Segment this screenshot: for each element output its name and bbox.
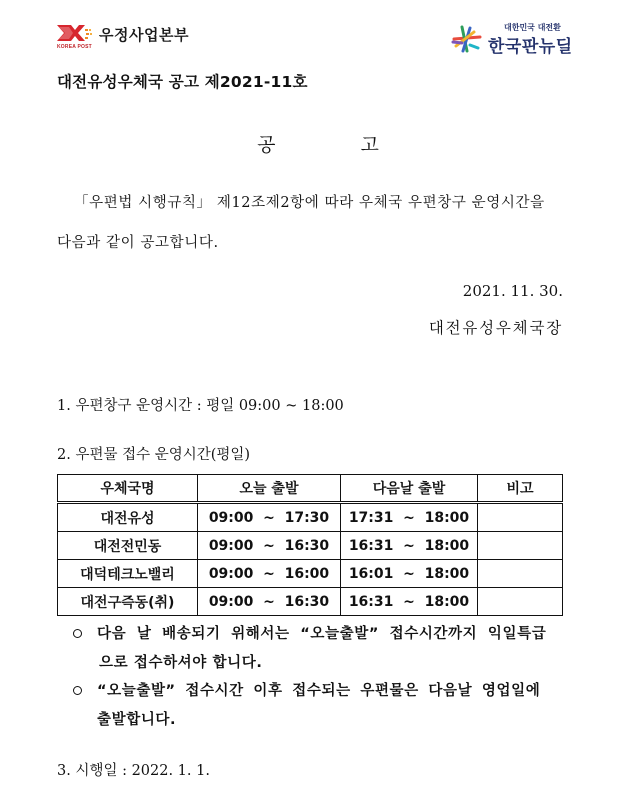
- table-row: [58, 560, 563, 588]
- header-today-departure: 오늘 출발: [198, 475, 341, 503]
- remarks: [478, 532, 563, 560]
- next-day-hours: 16:01 ~ 18:00: [341, 560, 478, 588]
- next-day-hours: 17:31 ~ 18:00: [341, 503, 478, 532]
- table-row: [58, 588, 563, 616]
- korea-post-name: 우정사업본부: [99, 26, 189, 44]
- office-name: 대전유성: [58, 503, 198, 532]
- today-hours: 09:00 ~ 16:00: [198, 560, 341, 588]
- title-char-2: 고: [360, 134, 379, 156]
- korean-new-deal-logo-icon: [450, 24, 482, 54]
- office-name: 대전전민동: [58, 532, 198, 560]
- table-row: [58, 532, 563, 560]
- note-2-line-2: 출발합니다.: [97, 712, 177, 728]
- remarks: [478, 560, 563, 588]
- office-name: 대덕테크노밸리: [58, 560, 198, 588]
- document-number: 대전유성우체국 공고 제2021-11호: [57, 73, 308, 91]
- korea-post-subtext: KOREA POST: [57, 44, 92, 50]
- today-hours: 09:00 ~ 16:30: [198, 588, 341, 616]
- header-remarks: 비고: [478, 475, 563, 503]
- hollow-circle-bullet-icon: [73, 686, 82, 695]
- acceptance-hours-table: [57, 474, 563, 616]
- next-day-hours: 16:31 ~ 18:00: [341, 588, 478, 616]
- note-1-line-1: 다음 날 배송되기 위해서는 “오늘출발” 접수시간까지 익일특급: [97, 626, 547, 642]
- item-1-counter-hours: 1. 우편창구 운영시간 : 평일 09:00 ~ 18:00: [57, 398, 344, 414]
- korean-new-deal-logo: [450, 20, 600, 60]
- today-hours: 09:00 ~ 17:30: [198, 503, 341, 532]
- intro-line-1: 「우편법 시행규칙」 제12조제2항에 따라 우체국 우편창구 운영시간을: [74, 195, 545, 211]
- intro-line-2: 다음과 같이 공고합니다.: [57, 235, 219, 251]
- hollow-circle-bullet-icon: [73, 629, 82, 638]
- next-day-hours: 16:31 ~ 18:00: [341, 532, 478, 560]
- header-next-day-departure: 다음날 출발: [341, 475, 478, 503]
- item-3-effective-date: 3. 시행일 : 2022. 1. 1.: [57, 763, 210, 779]
- korea-post-logo-icon: [55, 22, 95, 46]
- page-title: [0, 130, 636, 157]
- note-2-line-1: “오늘출발” 접수시간 이후 접수되는 우편물은 다음날 영업일에: [97, 683, 541, 699]
- note-1-line-2: 으로 접수하셔야 합니다.: [99, 655, 263, 671]
- new-deal-slogan: 대한민국 대전환: [504, 23, 561, 32]
- title-char-1: 공: [257, 134, 276, 156]
- notice-date: 2021. 11. 30.: [462, 282, 563, 300]
- table-row: [58, 503, 563, 532]
- header-office-name: 우체국명: [58, 475, 198, 503]
- item-2-acceptance-hours: 2. 우편물 접수 운영시간(평일): [57, 447, 251, 463]
- signer: 대전유성우체국장: [428, 319, 563, 337]
- office-name: 대전구즉동(취): [58, 588, 198, 616]
- today-hours: 09:00 ~ 16:30: [198, 532, 341, 560]
- table-header-row: [58, 475, 563, 503]
- korea-post-logo: [55, 22, 195, 54]
- remarks: [478, 588, 563, 616]
- new-deal-name: 한국판뉴딜: [488, 37, 573, 57]
- remarks: [478, 503, 563, 532]
